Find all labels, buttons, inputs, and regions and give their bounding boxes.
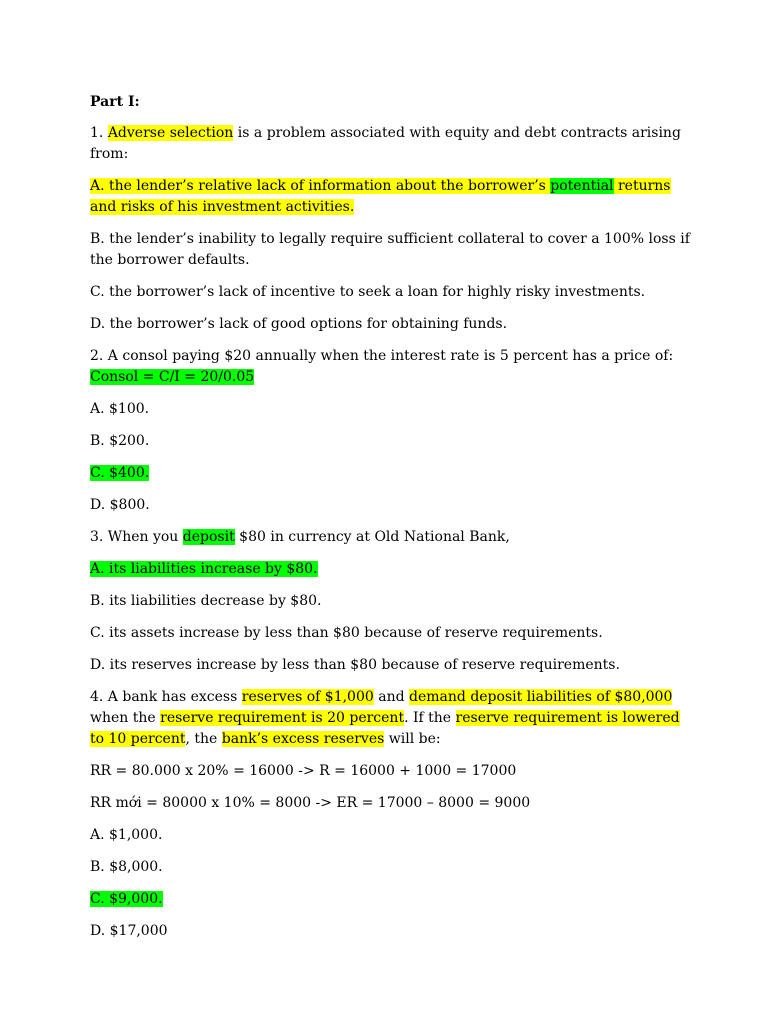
q2-option-c (90, 463, 690, 484)
question-1 (90, 123, 690, 165)
q3-stem-2: $80 in currency at Old National Bank, (234, 529, 510, 545)
q2-note: Consol = C/I = 20/0.05 (90, 369, 255, 385)
question-3 (90, 527, 690, 548)
q4-option-c (90, 889, 690, 910)
q4-text-3: when the (90, 710, 161, 726)
q1-option-b: B. the lender’s inability to legally require sufficient collateral to cover a 100% loss if the borrower defaults. (90, 231, 690, 268)
q1-stem: is a problem associated with equity and debt contracts arising from: (90, 125, 681, 162)
q3-highlight-term: deposit (182, 529, 235, 545)
q4-text-5: , the (185, 731, 222, 747)
q1-highlight-term: Adverse selection (107, 125, 234, 141)
q2-option-b: B. $200. (90, 433, 150, 449)
q4-highlight-4: reserve requirement is lowered to 10 percent (90, 710, 680, 747)
q4-highlight-2: demand deposit liabilities of $80,000 (409, 689, 673, 705)
q2-option-a: A. $100. (90, 401, 150, 417)
q1-option-d: D. the borrower’s lack of good options for obtaining funds. (90, 316, 508, 332)
q4-calculation-1: RR = 80.000 x 20% = 16000 -> R = 16000 + 1000 = 17000 (90, 763, 517, 779)
q4-option-a: A. $1,000. (90, 827, 163, 843)
q4-option-d: D. $17,000 (90, 923, 168, 939)
q1-option-a-text-2: potential (550, 178, 614, 194)
q4-option-b: B. $8,000. (90, 859, 163, 875)
q3-option-d: D. its reserves increase by less than $80 because of reserve requirements. (90, 657, 620, 673)
q1-option-c: C. the borrower’s lack of incentive to seek a loan for highly risky investments. (90, 284, 646, 300)
document-body (90, 92, 690, 953)
q4-text-1: 4. A bank has excess (90, 689, 242, 705)
q4-calculation-2: RR mới = 80000 x 10% = 8000 -> ER = 17000 – 8000 = 9000 (90, 795, 531, 811)
q3-option-c: C. its assets increase by less than $80 because of reserve requirements. (90, 625, 603, 641)
q2-stem: 2. A consol paying $20 annually when the interest rate is 5 percent has a price of: (90, 348, 674, 364)
part-heading: Part I: (90, 94, 140, 110)
q4-highlight-5: bank’s excess reserves (221, 731, 385, 747)
q2-option-c-text: C. $400. (90, 465, 150, 481)
q3-option-b: B. its liabilities decrease by $80. (90, 593, 322, 609)
q4-text-4: . If the (404, 710, 456, 726)
q1-option-a-text-1: A. the lender’s relative lack of information about the borrower’s (90, 178, 551, 194)
q4-highlight-1: reserves of $1,000 (241, 689, 374, 705)
q4-text-6: will be: (384, 731, 441, 747)
q3-option-a-text: A. its liabilities increase by $80. (90, 561, 318, 577)
q4-highlight-3: reserve requirement is 20 percent (160, 710, 405, 726)
q2-option-d: D. $800. (90, 497, 150, 513)
q3-option-a (90, 559, 690, 580)
question-2 (90, 346, 690, 388)
question-4 (90, 687, 690, 750)
q1-option-a (90, 176, 690, 218)
q1-number: 1. (90, 125, 108, 141)
q4-option-c-text: C. $9,000. (90, 891, 163, 907)
q1-option-a-text-3: returns and risks of his investment activities. (90, 178, 671, 215)
q3-stem-1: 3. When you (90, 529, 183, 545)
q4-text-2: and (373, 689, 410, 705)
